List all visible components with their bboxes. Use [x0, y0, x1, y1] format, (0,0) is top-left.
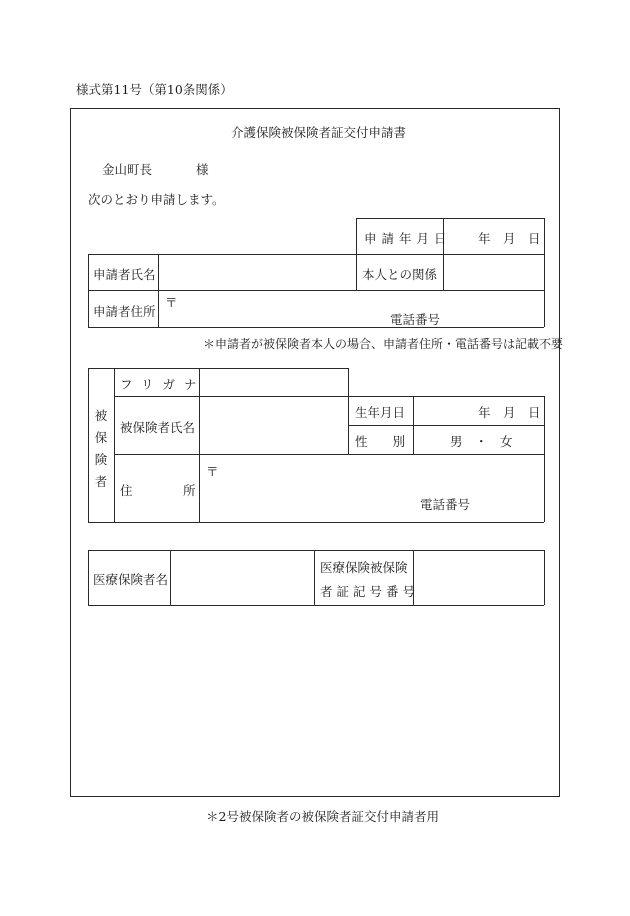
insured-phone-label: 電話番号: [420, 497, 471, 512]
addressee-name: 金山町長: [102, 162, 153, 177]
insured-address-label-2: 所: [183, 483, 196, 498]
applicant-postal-mark: 〒: [165, 295, 178, 310]
card-number-label-line1: 医療保険被保険: [320, 560, 408, 575]
form-title: 介護保険被保険者証交付申請書: [231, 125, 407, 140]
insured-address-field[interactable]: [201, 456, 542, 520]
insured-postal-mark: 〒: [206, 464, 219, 479]
insured-address-label-1: 住: [120, 483, 133, 498]
furigana-field[interactable]: [201, 370, 346, 394]
applicant-note: ＊申請者が被保険者本人の場合、申請者住所・電話番号は記載不要: [203, 337, 564, 351]
applicant-phone-label: 電話番号: [390, 312, 441, 327]
applicant-name-field[interactable]: [160, 256, 354, 288]
applicant-address-label: 申請者住所: [93, 304, 156, 319]
card-number-field[interactable]: [415, 552, 542, 603]
birth-date-label: 生年月日: [355, 405, 406, 420]
card-number-label-line2: 者証記号番号: [320, 584, 420, 599]
form-number: 様式第11号（第10条関係）: [76, 82, 233, 97]
intro-text: 次のとおり申請します。: [88, 192, 225, 207]
relation-field[interactable]: [445, 256, 542, 288]
addressee-honorific: 様: [196, 162, 209, 177]
form-frame: [70, 108, 560, 797]
footer-note: ＊2号被保険者の被保険者証交付申請者用: [206, 809, 439, 824]
applicant-address-field[interactable]: [160, 292, 542, 325]
insured-name-label: 被保険者氏名: [120, 420, 196, 435]
insured-group-label: 被保険者: [94, 408, 108, 489]
furigana-label: フリガナ: [120, 377, 206, 392]
medical-insurer-field[interactable]: [172, 552, 312, 603]
application-date-field[interactable]: 年 月 日: [478, 231, 541, 246]
medical-insurer-label: 医療保険者名: [93, 572, 169, 587]
sex-choice[interactable]: 男 ・ 女: [450, 434, 513, 449]
birth-date-field[interactable]: 年 月 日: [478, 405, 541, 420]
relation-label: 本人との関係: [362, 267, 438, 282]
applicant-name-label: 申請者氏名: [93, 267, 156, 282]
sex-label: 性 別: [355, 434, 406, 449]
insured-name-field[interactable]: [201, 398, 346, 452]
application-date-label: 申請年月日: [364, 231, 452, 246]
